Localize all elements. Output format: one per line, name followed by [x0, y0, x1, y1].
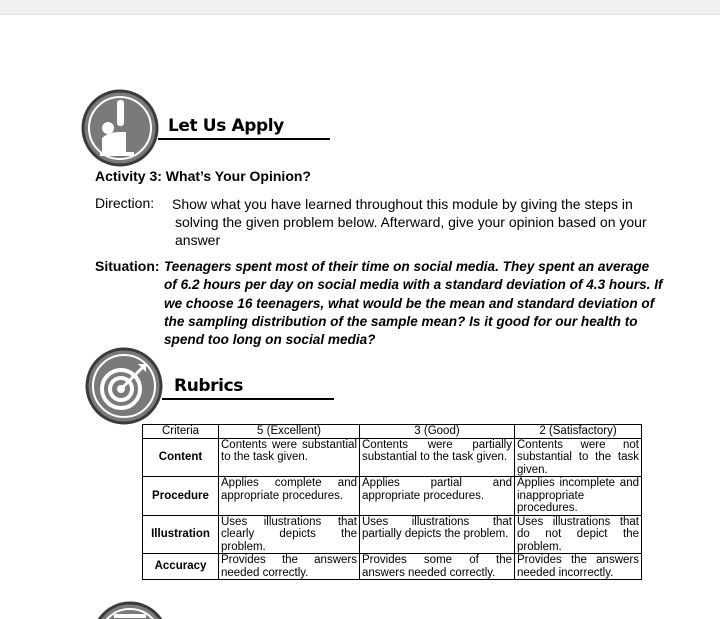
situation-text: Teenagers spent most of their time on social media. They spent an average of 6.2 hours per day on social media with a standard deviation of 4.3 hours. If we choose 16 teenagers, what would be the mean and standard deviation of the sampling distribution of the sample mean? Is it good for our health to spend too long on social media? — [164, 259, 663, 348]
good-cell: Provides some of the answers needed correctly. — [360, 554, 515, 580]
good-cell: Contents were partially substantial to the task given. — [360, 438, 515, 477]
direction-text-rest: solving the given problem below. Afterward, give your opinion based on your answer — [175, 214, 647, 248]
situation-label: Situation: — [95, 258, 160, 274]
criteria-cell: Accuracy — [143, 554, 219, 580]
header-satisfactory: 2 (Satisfactory) — [515, 425, 642, 439]
rubrics-section-title: Rubrics — [174, 376, 243, 396]
criteria-cell: Content — [143, 438, 219, 477]
satisfactory-cell: Contents were not substantial to the task given. — [515, 438, 642, 477]
table-row — [143, 477, 642, 516]
rubrics-title-underline — [162, 398, 334, 400]
table-row — [143, 554, 642, 580]
excellent-cell: Contents were substantial to the task given. — [219, 438, 360, 477]
header-good: 3 (Good) — [360, 425, 515, 439]
target-icon — [84, 346, 164, 426]
rubric-table — [142, 424, 642, 580]
excellent-cell: Uses illustrations that clearly depicts the problem. — [219, 515, 360, 554]
table-row — [143, 438, 642, 477]
good-cell: Applies partial and appropriate procedures. — [360, 477, 515, 516]
apply-title-underline — [158, 138, 330, 140]
table-header-row — [143, 425, 642, 439]
table-row — [143, 515, 642, 554]
raised-hand-icon — [80, 88, 160, 168]
satisfactory-cell: Provides the answers needed incorrectly. — [515, 554, 642, 580]
good-cell: Uses illustrations that partially depicts the problem. — [360, 515, 515, 554]
direction-label: Direction: — [95, 195, 155, 211]
criteria-cell: Procedure — [143, 477, 219, 516]
apply-section-title: Let Us Apply — [168, 116, 284, 136]
activity-title: Activity 3: What’s Your Opinion? — [95, 168, 311, 184]
excellent-cell: Applies complete and appropriate procedures. — [219, 477, 360, 516]
satisfactory-cell: Applies incomplete and inappropriate procedures. — [515, 477, 642, 516]
satisfactory-cell: Uses illustrations that do not depict the problem. — [515, 515, 642, 554]
header-excellent: 5 (Excellent) — [219, 425, 360, 439]
direction-text-first: Show what you have learned throughout this module by giving the steps in — [172, 196, 633, 212]
criteria-cell: Illustration — [143, 515, 219, 554]
viewer-top-bar — [0, 0, 720, 15]
excellent-cell: Provides the answers needed correctly. — [219, 554, 360, 580]
next-section-icon — [90, 600, 170, 619]
direction-text — [172, 195, 652, 249]
header-criteria: Criteria — [143, 425, 219, 439]
